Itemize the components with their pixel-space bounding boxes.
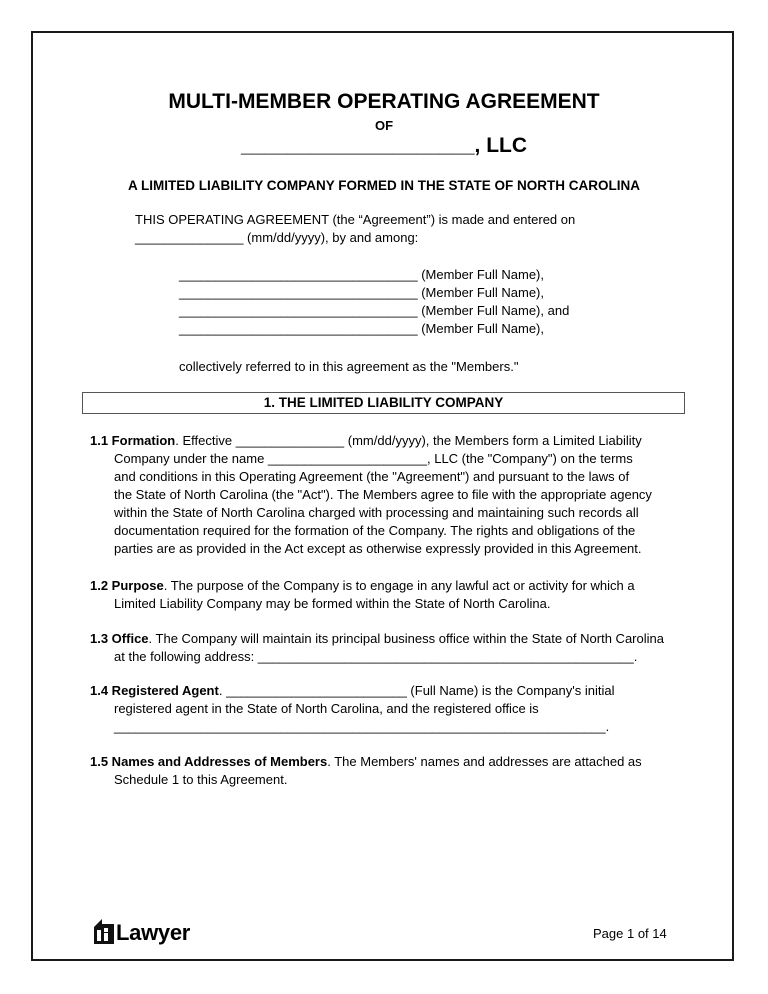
clause-text: and conditions in this Operating Agreement (the "Agreement") and pursuant to the laws of — [114, 469, 630, 484]
clause-purpose — [90, 577, 705, 613]
clause-text: . Effective _______________ (mm/dd/yyyy), the Members form a Limited Liability — [175, 433, 642, 448]
clause-title: 1.2 Purpose — [90, 578, 164, 593]
of-label: OF — [374, 118, 394, 133]
page-number: Page 1 of 14 — [593, 926, 667, 941]
section-heading-1: 1. THE LIMITED LIABILITY COMPANY — [82, 392, 685, 414]
clause-text: parties are as provided in the Act except as otherwise expressly provided in this Agreement. — [114, 541, 642, 556]
clause-title: 1.1 Formation — [90, 433, 176, 448]
collective-reference: collectively referred to in this agreement as the "Members." — [179, 359, 519, 374]
member-line: _________________________________ (Member Full Name), — [179, 285, 544, 300]
clause-formation — [90, 432, 705, 558]
clause-registered-agent — [90, 682, 705, 736]
clause-text: ____________________________________________________________________. — [114, 719, 610, 734]
clause-text: Company under the name ______________________, LLC (the "Company") on the terms — [114, 451, 633, 466]
clause-text: . The purpose of the Company is to engage in any lawful act or activity for which a — [163, 578, 635, 593]
clause-title: 1.3 Office — [90, 631, 149, 646]
llc-name-line: ____________________, LLC — [240, 134, 528, 157]
member-line: _________________________________ (Member Full Name), — [179, 321, 544, 336]
document-subtitle: A LIMITED LIABILITY COMPANY FORMED IN THE STATE OF NORTH CAROLINA — [128, 178, 640, 193]
intro-line-1: THIS OPERATING AGREEMENT (the “Agreement”) is made and entered on — [135, 212, 576, 227]
clause-title: 1.5 Names and Addresses of Members — [90, 754, 328, 769]
clause-text: registered agent in the State of North Carolina, and the registered office is — [114, 701, 539, 716]
clause-text: . _________________________ (Full Name) is the Company's initial — [218, 683, 615, 698]
clause-text: . The Company will maintain its principal business office within the State of North Carolina — [148, 631, 664, 646]
clause-text: at the following address: ____________________________________________________. — [114, 649, 638, 664]
clause-office — [90, 630, 715, 666]
ai-logo-icon — [92, 915, 114, 945]
clause-text: Schedule 1 to this Agreement. — [114, 772, 288, 787]
clause-text: . The Members' names and addresses are attached as — [327, 754, 642, 769]
member-line: _________________________________ (Member Full Name), — [179, 267, 544, 282]
clause-text: the State of North Carolina (the "Act"). The Members agree to file with the appropriate agency — [114, 487, 652, 502]
clause-text: Limited Liability Company may be formed within the State of North Carolina. — [114, 596, 551, 611]
intro-line-2: _______________ (mm/dd/yyyy), by and among: — [135, 230, 419, 245]
ailawyer-logo — [92, 915, 190, 945]
document-title: MULTI-MEMBER OPERATING AGREEMENT — [168, 90, 600, 113]
logo-text: Lawyer — [116, 920, 191, 945]
member-line: _________________________________ (Member Full Name), and — [179, 303, 570, 318]
clause-members — [90, 753, 705, 789]
clause-text: within the State of North Carolina charged with processing and maintaining such records all — [114, 505, 639, 520]
clause-title: 1.4 Registered Agent — [90, 683, 219, 698]
clause-text: documentation required for the formation of the Company. The rights and obligations of the — [114, 523, 636, 538]
